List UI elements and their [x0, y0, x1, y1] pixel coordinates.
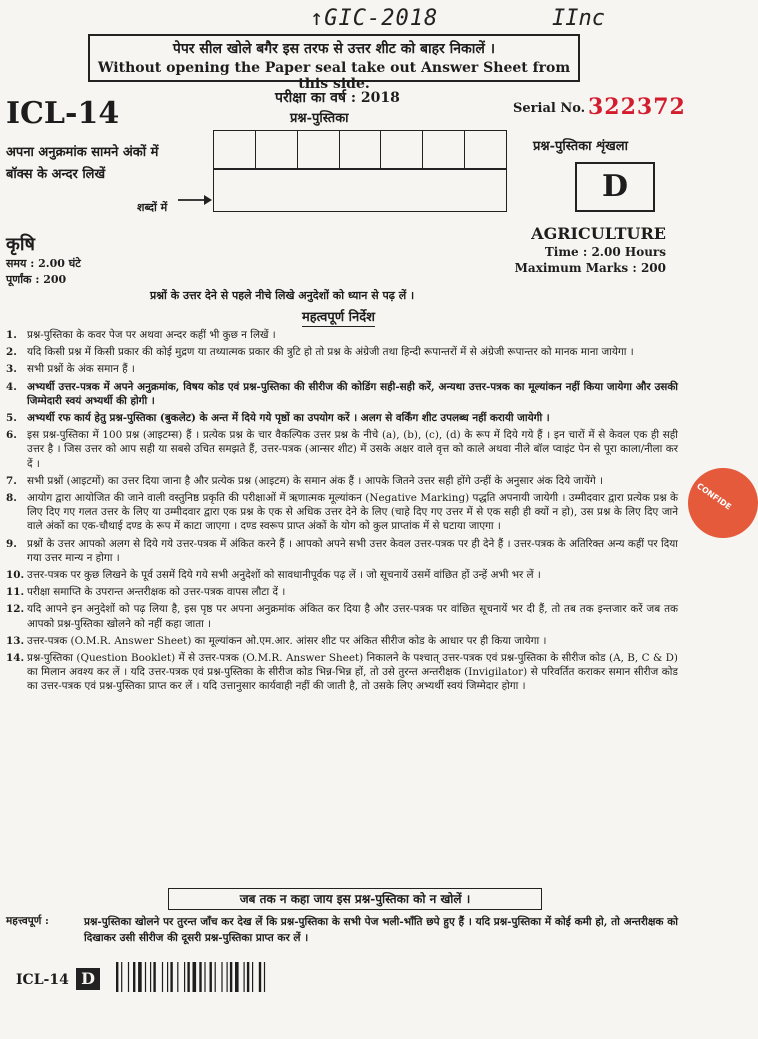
barcode-bar: [204, 962, 205, 992]
instruction-text: प्रश्न-पुस्तिका के कवर पेज पर अथवा अन्दर कहीं भी कुछ न लिखें ।: [27, 329, 276, 341]
exam-year: परीक्षा का वर्ष : 2018: [275, 90, 400, 106]
instruction-item: [6, 380, 678, 408]
footer-series-badge: D: [76, 968, 100, 990]
important-label: महत्त्वपूर्ण :: [6, 915, 49, 927]
do-not-open-notice: जब तक न कहा जाय इस प्रश्न-पुस्तिका को न खोलें ।: [168, 888, 542, 910]
instruction-number: 3.: [6, 363, 17, 376]
instruction-number: 1.: [6, 329, 17, 341]
barcode-bar: [199, 962, 201, 992]
instruction-number: 11.: [6, 586, 25, 599]
instruction-item: [6, 328, 678, 342]
barcode-bar: [259, 962, 261, 992]
subject-hindi: कृषि: [6, 234, 35, 255]
marks-hindi: पूर्णांक : 200: [6, 273, 67, 286]
roll-instruction-line2: बॉक्स के अन्दर लिखें: [6, 167, 106, 182]
instruction-number: 12.: [6, 603, 25, 616]
booklet-label: प्रश्न-पुस्तिका: [290, 111, 349, 126]
seal-notice-english: Without opening the Paper seal take out Answer Sheet from this side.: [97, 60, 571, 92]
confidential-stamp-icon: [688, 468, 758, 538]
instruction-item: [6, 602, 678, 630]
read-instructions-note: प्रश्नों के उत्तर देने से पहले नीचे लिखे अनुदेशों को ध्यान से पढ़ लें ।: [150, 289, 415, 302]
roll-instruction-line1: अपना अनुक्रमांक सामने अंकों में: [6, 145, 159, 160]
arrow-right-icon: [178, 193, 212, 207]
instruction-number: 5.: [6, 412, 17, 425]
roll-number-digit-boxes[interactable]: [213, 130, 507, 170]
barcode-bar: [215, 962, 216, 992]
instruction-number: 10.: [6, 569, 25, 582]
roll-digit-box[interactable]: [381, 131, 423, 169]
barcode-bar: [264, 962, 265, 992]
barcode-bar: [247, 962, 249, 992]
instruction-text: सभी प्रश्नों के अंक समान हैं ।: [27, 363, 135, 376]
handwritten-note: ↑GIC-2018: [310, 6, 439, 31]
instruction-number: 2.: [6, 346, 17, 359]
instruction-text: अभ्यर्थी उत्तर-पत्रक में अपने अनुक्रमांक, विषय कोड एवं प्रश्न-पुस्तिका की सीरीज की कोडिंग सही-सही करें, अन्यथा उत्तर-पत्रक का मूल्यांकन नहीं किया जायेगा और उसकी जिम्मेदारी स्वयं अभ्यर्थी की होगी ।: [27, 380, 678, 407]
barcode-bar: [177, 962, 178, 992]
barcode-bar: [244, 962, 245, 992]
instruction-number: 4.: [6, 380, 17, 393]
instruction-text: आयोग द्वारा आयोजित की जाने वाली वस्तुनिष्ठ प्रकृति की परीक्षाओं में ऋणात्मक मूल्यांकन (Negative Marking) पद्धति अपनायी जायेगी । उम्मीदवार द्वारा प्रत्येक प्रश्न के लिए दिए गए गलत उत्तर के लिए या उम्मीदवार द्वारा एक प्रश्न के एक से अधिक उत्तर देने के लिए (चाहे दिए गए उत्तर में से एक सही ही क्यों न हो), उस प्रश्न के लिए दिए जाने वाले अंकों का एक-चौथाई दण्ड के रूप में काटा जाएगा । दण्ड स्वरूप प्राप्त अंकों के योग को कुल प्राप्तांक में से घटाया जाएगा ।: [27, 492, 678, 533]
handwritten-mark: IInc: [552, 6, 605, 31]
barcode-bar: [230, 962, 232, 992]
roll-digit-box[interactable]: [256, 131, 298, 169]
instructions-list: [6, 328, 678, 697]
seal-notice-box[interactable]: [88, 34, 580, 92]
barcode-bar: [116, 962, 118, 992]
instruction-number: 13.: [6, 634, 25, 647]
instruction-item: [6, 585, 678, 599]
instruction-item: [6, 491, 678, 534]
instruction-text: इस प्रश्न-पुस्तिका में 100 प्रश्न (आइटम्स) हैं । प्रत्येक प्रश्न के चार वैकल्पिक उत्तर प्रश्न के नीचे (a), (b), (c), (d) के रूप में दिये गये हैं । इन चारों में से केवल एक ही सही उत्तर है । जिस उत्तर को आप सही या सबसे उचित समझते हैं, उत्तर-पत्रक (आन्सर शीट) में उसके अक्षर वाले वृत्त को काले अथवा नीले बॉल प्वाइंट पेन से पूरा काला/नीला कर दें ।: [27, 429, 678, 470]
instruction-text: उत्तर-पत्रक पर कुछ लिखने के पूर्व उसमें दिये गये सभी अनुदेशों को सावधानीपूर्वक पढ़ लें । जो सूचनायें उसमें वांछित हों उन्हें अभी भर लें ।: [27, 569, 541, 582]
stamp-text: CONFIDE: [695, 481, 733, 512]
barcode-bar: [153, 962, 155, 992]
instruction-item: [6, 345, 678, 359]
important-text: प्रश्न-पुस्तिका खोलने पर तुरन्त जाँच कर देख लें कि प्रश्न-पुस्तिका के सभी पेज भली-भाँति छपे हुए हैं । यदि प्रश्न-पुस्तिका में कोई कमी हो, तो अन्तरीक्षक को दिखाकर उसी सीरीज की दूसरी प्रश्न-पुस्तिका प्राप्त कर लें ।: [84, 916, 678, 944]
barcode-bar: [138, 962, 142, 992]
words-label: शब्दों में: [137, 201, 168, 214]
barcode-bar: [184, 962, 185, 992]
barcode-bar: [121, 962, 122, 992]
barcode-bar: [210, 962, 212, 992]
instruction-text: यदि किसी प्रश्न में किसी प्रकार की कोई मुद्रण या तथ्यात्मक प्रकार की त्रुटि हो तो प्रश्न के अंग्रेजी तथा हिन्दी रूपान्तरों में से अंग्रेजी रूपान्तर को मानक माना जायेगा ।: [27, 346, 634, 359]
instructions-title: महत्वपूर्ण निर्देश: [302, 307, 375, 327]
barcode-bar: [150, 962, 151, 992]
barcode-bar: [128, 962, 129, 992]
barcode-bar: [170, 962, 172, 992]
instruction-text: उत्तर-पत्रक (O.M.R. Answer Sheet) का मूल्यांकन ओ.एम.आर. आंसर शीट पर अंकित सीरीज कोड के आधार पर ही किया जायेगा ।: [27, 634, 547, 647]
barcode-bar: [133, 962, 135, 992]
barcode-bar: [235, 962, 239, 992]
series-label: प्रश्न-पुस्तिका शृंखला: [533, 139, 628, 154]
barcode-bar: [145, 962, 146, 992]
roll-digit-box[interactable]: [423, 131, 465, 169]
barcode-bar: [221, 962, 222, 992]
instruction-text: परीक्षा समाप्ति के उपरान्त अन्तरीक्षक को उत्तर-पत्रक वापस लौटा दें ।: [27, 586, 286, 599]
booklet-code: ICL-14: [6, 96, 120, 131]
roll-digit-box[interactable]: [340, 131, 382, 169]
time-english: Time : 2.00 Hours: [544, 245, 666, 259]
instruction-number: 7.: [6, 474, 17, 487]
roll-digit-box[interactable]: [214, 131, 256, 169]
barcode-bar: [252, 962, 253, 992]
instruction-text: अभ्यर्थी रफ कार्य हेतु प्रश्न-पुस्तिका (बुकलेट) के अन्त में दिये गये पृष्ठों का उपयोग करें । अलग से वर्किंग शीट उपलब्ध नहीं करायी जायेगी ।: [27, 412, 550, 425]
barcode-bar: [193, 962, 197, 992]
instruction-text: सभी प्रश्नों (आइटमों) का उत्तर दिया जाना है और प्रत्येक प्रश्न (आइटम) के समान अंक हैं । आपके जितने उत्तर सही होंगे उन्हीं के अनुसार अंक दिये जायेंगे ।: [27, 474, 603, 487]
instruction-item: [6, 537, 678, 565]
subject-english: AGRICULTURE: [531, 224, 666, 243]
instruction-text: प्रश्नों के उत्तर आपको अलग से दिये गये उत्तर-पत्रक में अंकित करने हैं । आपको अपने सभी उत्तर केवल उत्तर-पत्रक पर ही देने हैं । उत्तर-पत्रक के अतिरिक्त अन्य कहीं पर दिया गया उत्तर मान्य न होगा ।: [27, 537, 678, 564]
instruction-item: [6, 651, 678, 694]
serial-number: 322372: [588, 94, 686, 120]
barcode-bar: [167, 962, 168, 992]
instruction-number: 8.: [6, 492, 17, 505]
instruction-item: [6, 362, 678, 376]
instruction-number: 9.: [6, 537, 17, 550]
instruction-number: 14.: [6, 652, 25, 665]
marks-english: Maximum Marks : 200: [514, 261, 666, 275]
footer-booklet-code: ICL-14: [16, 972, 69, 988]
instruction-text: यदि आपने इन अनुदेशों को पढ़ लिया है, इस पृष्ठ पर अपना अनुक्रमांक अंकित कर दिया है और उत्तर-पत्रक पर वांछित सूचनायें भर दी हैं, तो तब तक इन्तजार करें जब तक आपको प्रश्न-पुस्तिका खोलने को नहीं कहा जाता ।: [27, 603, 679, 630]
roll-number-words-box[interactable]: [213, 168, 507, 212]
series-value: D: [575, 162, 655, 212]
instruction-item: [6, 428, 678, 471]
instruction-item: [6, 634, 678, 648]
instruction-item: [6, 474, 678, 488]
instruction-number: 6.: [6, 429, 17, 442]
instruction-item: [6, 411, 678, 425]
barcode-bar: [162, 962, 163, 992]
instruction-item: [6, 568, 678, 582]
barcode-bar: [187, 962, 189, 992]
time-hindi: समय : 2.00 घंटे: [6, 257, 81, 270]
roll-digit-box[interactable]: [298, 131, 340, 169]
serial-label: Serial No.: [513, 101, 586, 116]
instruction-text: प्रश्न-पुस्तिका (Question Booklet) में से उत्तर-पत्रक (O.M.R. Answer Sheet) निकालने के पश्चात् उत्तर-पत्रक एवं प्रश्न-पुस्तिका के सीरीज कोड (A, B, C & D) का मिलान अवश्य कर लें । यदि उत्तर-पत्रक एवं प्रश्न-पुस्तिका के सीरीज कोड भिन्न-भिन्न हों, तो उसे तुरन्त अन्तरीक्षक (Invigilator) से परिवर्तित कराकर समान सीरीज कोड का उत्तर-पत्रक एवं प्रश्न-पुस्तिका प्राप्त कर लें । यदि उत्तानुसार कार्यवाही नहीं की जाती है, तो उसके लिए अभ्यर्थी स्वयं जिम्मेदार होगा ।: [27, 652, 678, 693]
barcode-bar: [227, 962, 228, 992]
seal-notice-hindi: पेपर सील खोले बगैर इस तरफ से उत्तर शीट को बाहर निकालें ।: [172, 41, 496, 57]
barcode-icon: [116, 962, 306, 992]
roll-digit-box[interactable]: [465, 131, 506, 169]
